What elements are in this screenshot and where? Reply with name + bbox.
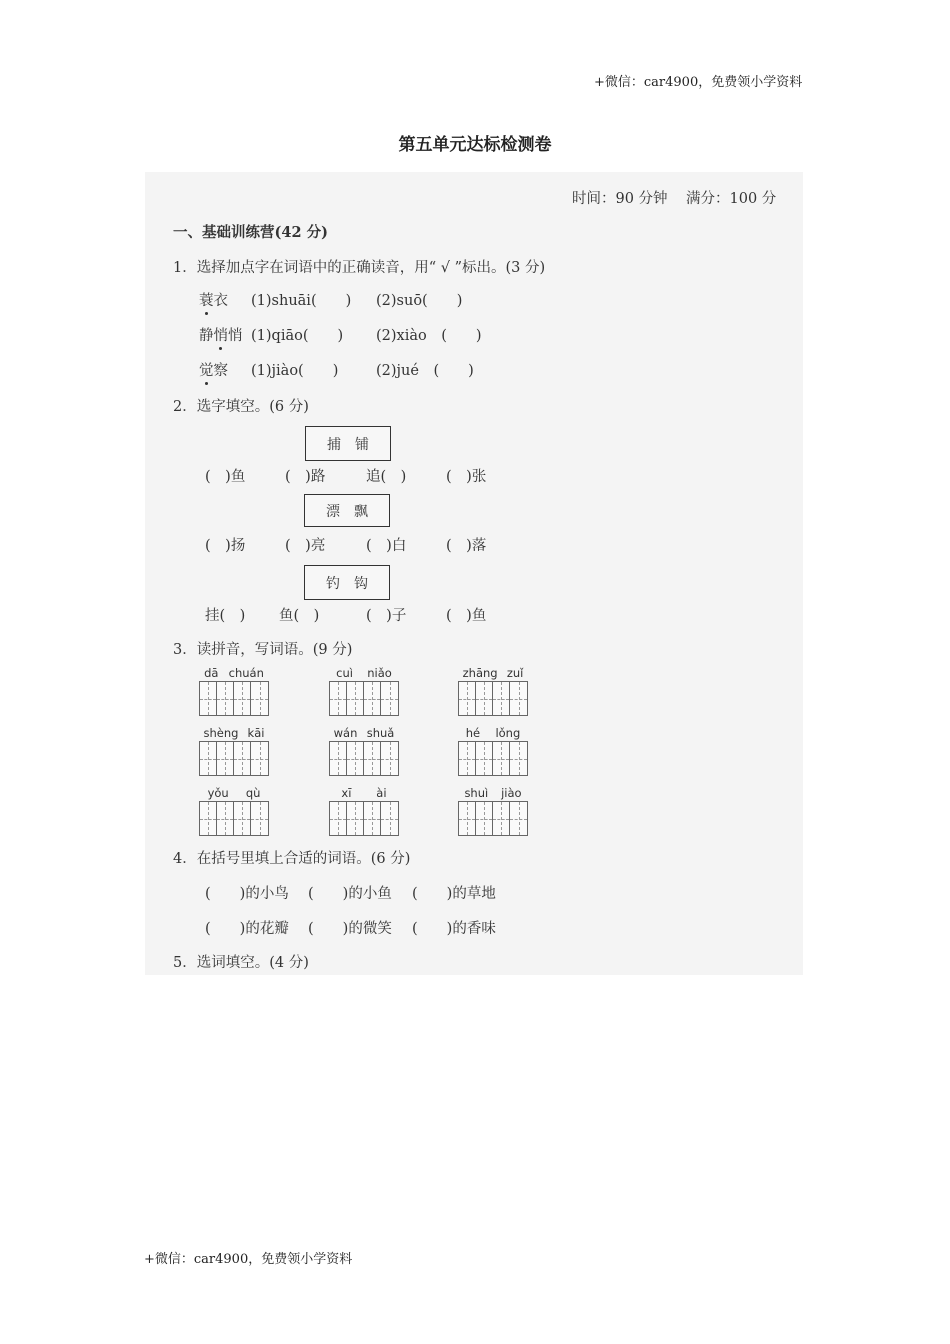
word-rest: 察 xyxy=(213,363,228,379)
fill-item: 追( ) xyxy=(366,469,407,485)
choice-char: 铺 xyxy=(355,436,369,453)
fill-phrase: ( )的花瓣 xyxy=(205,921,289,937)
choice-char: 钓 xyxy=(326,575,340,592)
fill-phrase: ( )的小鱼 xyxy=(308,886,392,902)
fill-phrase: ( )的香味 xyxy=(412,921,496,937)
pinyin-label: cuì niǎo xyxy=(336,666,392,680)
q2-prompt: 2．选字填空。(6 分) xyxy=(173,399,309,415)
q5-prompt: 5．选词填空。(4 分) xyxy=(173,955,309,971)
pinyin-label: shèng kāi xyxy=(203,726,265,740)
time-label: 时间：90 分钟 xyxy=(572,191,668,207)
writing-grid[interactable] xyxy=(329,801,399,836)
q1-word xyxy=(199,324,243,345)
dotted-char: 蓑 xyxy=(199,289,214,310)
q1-word xyxy=(199,359,228,380)
choice-box xyxy=(304,494,390,527)
q1-option: (2)suō( ) xyxy=(376,293,463,309)
pinyin-label: shuì jiào xyxy=(464,786,522,800)
dotted-char: 觉 xyxy=(199,359,214,380)
exam-scan xyxy=(145,172,803,975)
q3-prompt: 3．读拼音，写词语。(9 分) xyxy=(173,642,353,658)
fill-item: ( )扬 xyxy=(205,538,246,554)
page-title: 第五单元达标检测卷 xyxy=(398,135,552,155)
q1-option: (1)qiāo( ) xyxy=(251,328,344,344)
word-pre: 静 xyxy=(199,328,214,344)
q1-option: (1)jiào( ) xyxy=(251,363,339,379)
writing-grid[interactable] xyxy=(199,741,269,776)
q4-prompt: 4．在括号里填上合适的词语。(6 分) xyxy=(173,851,411,867)
q1-word xyxy=(199,289,228,310)
q1-prompt: 1．选择加点字在词语中的正确读音，用“ √ ”标出。(3 分) xyxy=(173,260,546,276)
fill-item: ( )鱼 xyxy=(205,469,246,485)
writing-grid[interactable] xyxy=(458,741,528,776)
writing-grid[interactable] xyxy=(329,681,399,716)
word-rest: 悄 xyxy=(228,328,243,344)
q1-option: (1)shuāi( ) xyxy=(251,293,352,309)
fill-phrase: ( )的小鸟 xyxy=(205,886,289,902)
choice-char: 飘 xyxy=(354,503,368,520)
section-heading: 一、基础训练营(42 分) xyxy=(173,224,328,241)
writing-grid[interactable] xyxy=(199,801,269,836)
pinyin-label: xī ài xyxy=(341,786,387,800)
fill-item: ( )子 xyxy=(366,608,407,624)
pinyin-label: zhāng zuǐ xyxy=(462,666,524,680)
writing-grid[interactable] xyxy=(458,801,528,836)
dotted-char: 悄 xyxy=(214,324,229,345)
pinyin-label: dā chuán xyxy=(204,666,264,680)
fill-item: ( )路 xyxy=(285,469,326,485)
pinyin-label: wán shuǎ xyxy=(333,726,395,740)
fill-phrase: ( )的微笑 xyxy=(308,921,392,937)
fill-item: ( )白 xyxy=(366,538,407,554)
choice-box xyxy=(305,426,391,461)
word-rest: 衣 xyxy=(213,293,228,309)
choice-char: 漂 xyxy=(326,503,340,520)
choice-box xyxy=(304,565,390,600)
choice-char: 钩 xyxy=(354,575,368,592)
pinyin-label: yǒu qù xyxy=(207,786,261,800)
fill-item: ( )亮 xyxy=(285,538,326,554)
writing-grid[interactable] xyxy=(329,741,399,776)
score-label: 满分：100 分 xyxy=(686,191,777,207)
watermark-top: +微信：car4900，免费领小学资料 xyxy=(594,75,803,90)
fill-item: ( )鱼 xyxy=(446,608,487,624)
fill-item: ( )落 xyxy=(446,538,487,554)
fill-phrase: ( )的草地 xyxy=(412,886,496,902)
fill-item: 鱼( ) xyxy=(279,608,320,624)
q1-option: (2)jué ( ) xyxy=(376,363,474,379)
choice-char: 捕 xyxy=(327,436,341,453)
q1-option: (2)xiào ( ) xyxy=(376,328,482,344)
fill-item: ( )张 xyxy=(446,469,487,485)
pinyin-label: hé lǒng xyxy=(465,726,521,740)
writing-grid[interactable] xyxy=(458,681,528,716)
fill-item: 挂( ) xyxy=(205,608,246,624)
watermark-bottom: +微信：car4900，免费领小学资料 xyxy=(144,1252,353,1267)
writing-grid[interactable] xyxy=(199,681,269,716)
